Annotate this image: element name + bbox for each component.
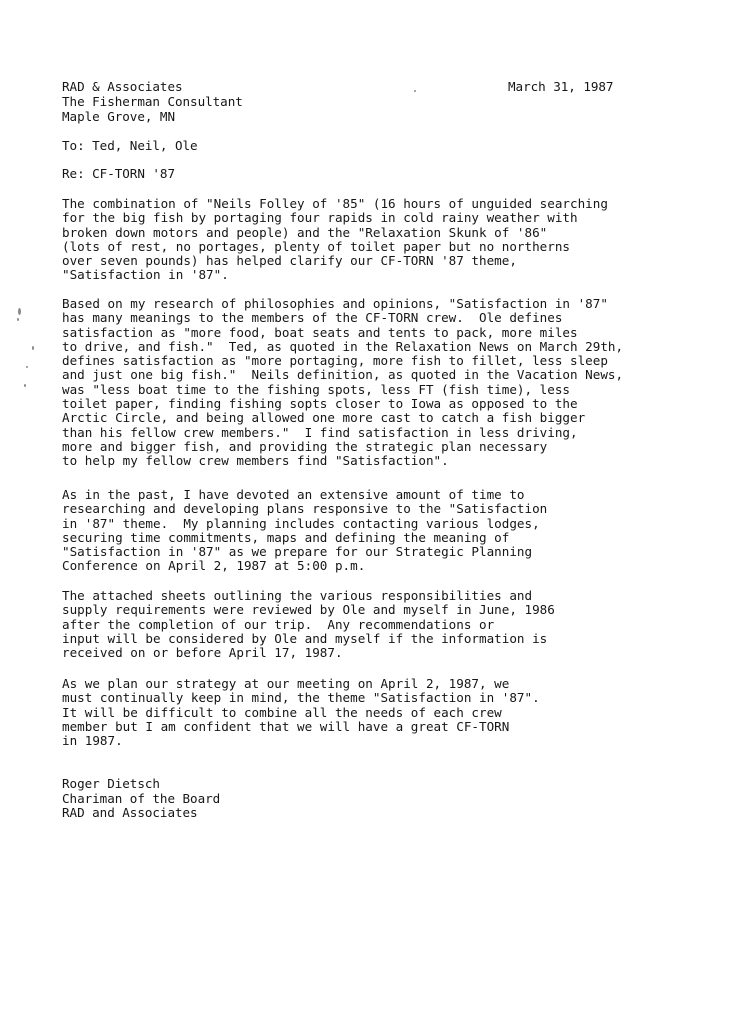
text-line: Based on my research of philosophies and opinions, "Satisfaction in '87" bbox=[62, 296, 608, 311]
text-line: toilet paper, finding fishing sopts closer to Iowa as opposed to the bbox=[62, 396, 578, 412]
text-line: to help my fellow crew members find "Satisfaction". bbox=[62, 453, 449, 469]
text-line: more and bigger fish, and providing the strategic plan necessary bbox=[62, 438, 548, 454]
sender-name: RAD & Associates bbox=[62, 79, 183, 94]
subject-line: Re: CF-TORN '87 bbox=[62, 166, 175, 181]
signer-title: Chariman of the Board bbox=[62, 791, 221, 806]
text-line: input will be considered by Ole and myself if the information is bbox=[62, 630, 548, 646]
text-line: It will be difficult to combine all the needs of each crew bbox=[62, 704, 502, 720]
text-line: in 1987. bbox=[62, 733, 123, 749]
text-line: satisfaction as "more food, boat seats and tents to pack, more miles bbox=[62, 324, 578, 340]
scan-mark bbox=[18, 308, 21, 315]
text-line: over seven pounds) has helped clarify our CF-TORN '87 theme, bbox=[62, 253, 517, 269]
text-line: Arctic Circle, and being allowed one more cast to catch a fish bigger bbox=[62, 410, 586, 426]
text-line: to drive, and fish." Ted, as quoted in the Relaxation News on March 29th, bbox=[62, 338, 624, 354]
letter-date: March 31, 1987 bbox=[508, 79, 614, 94]
text-line: The combination of "Neils Folley of '85" (16 hours of unguided searching bbox=[62, 196, 608, 211]
text-line: As in the past, I have devoted an extensive amount of time to bbox=[62, 487, 525, 502]
text-line: received on or before April 17, 1987. bbox=[62, 645, 343, 661]
paragraph-4 bbox=[62, 589, 555, 660]
text-line: researching and developing plans responsive to the "Satisfaction bbox=[62, 501, 548, 517]
text-line: after the completion of our trip. Any recommendations or bbox=[62, 616, 495, 632]
text-line: Conference on April 2, 1987 at 5:00 p.m. bbox=[62, 558, 366, 574]
text-line: must continually keep in mind, the theme "Satisfaction in '87". bbox=[62, 690, 540, 706]
text-line: was "less boat time to the fishing spots, less FT (fish time), less bbox=[62, 381, 570, 397]
text-line: securing time commitments, maps and defining the meaning of bbox=[62, 529, 510, 545]
text-line: "Satisfaction in '87". bbox=[62, 267, 229, 283]
text-line: As we plan our strategy at our meeting on April 2, 1987, we bbox=[62, 676, 510, 691]
text-line: (lots of rest, no portages, plenty of toilet paper but no northerns bbox=[62, 238, 570, 254]
text-line: supply requirements were reviewed by Ole and myself in June, 1986 bbox=[62, 602, 555, 618]
paragraph-5 bbox=[62, 677, 540, 748]
scan-mark bbox=[32, 346, 34, 350]
text-line: for the big fish by portaging four rapids in cold rainy weather with bbox=[62, 210, 578, 226]
paragraph-2 bbox=[62, 297, 623, 469]
sender-tagline: The Fisherman Consultant bbox=[62, 94, 243, 109]
text-line: in '87" theme. My planning includes contacting various lodges, bbox=[62, 515, 540, 531]
text-line: The attached sheets outlining the various responsibilities and bbox=[62, 588, 533, 603]
text-line: has many meanings to the members of the CF-TORN crew. Ole defines bbox=[62, 310, 563, 326]
text-line: "Satisfaction in '87" as we prepare for our Strategic Planning bbox=[62, 544, 533, 560]
signer-company: RAD and Associates bbox=[62, 805, 198, 820]
sender-location: Maple Grove, MN bbox=[62, 109, 175, 124]
scan-mark bbox=[26, 366, 28, 368]
signer-name: Roger Dietsch bbox=[62, 776, 160, 791]
scan-mark bbox=[24, 384, 26, 387]
text-line: defines satisfaction as "more portaging, more fish to fillet, less sleep bbox=[62, 353, 608, 369]
paragraph-1 bbox=[62, 197, 608, 283]
recipients-line: To: Ted, Neil, Ole bbox=[62, 138, 198, 153]
text-line: than his fellow crew members." I find satisfaction in less driving, bbox=[62, 424, 578, 440]
scan-mark bbox=[17, 318, 19, 321]
scan-mark bbox=[414, 90, 416, 92]
text-line: and just one big fish." Neils definition, as quoted in the Vacation News, bbox=[62, 367, 624, 383]
text-line: member but I am confident that we will have a great CF-TORN bbox=[62, 718, 510, 734]
text-line: broken down motors and people) and the "Relaxation Skunk of '86" bbox=[62, 224, 548, 240]
paragraph-3 bbox=[62, 488, 547, 574]
